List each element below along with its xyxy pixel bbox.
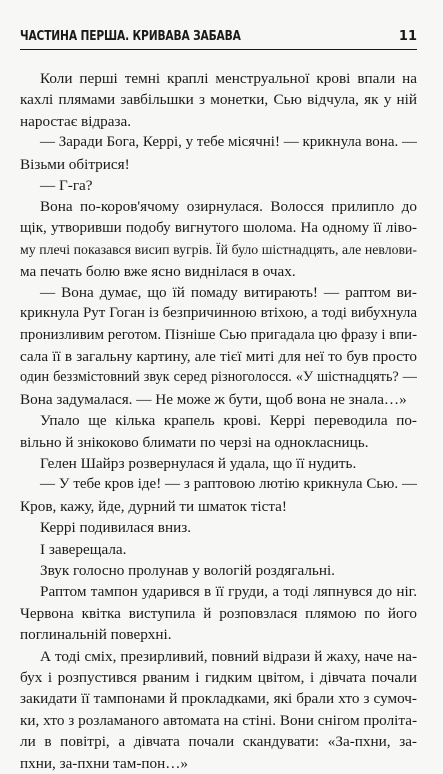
text-line: Звук голосно пролунав у вологій роздягальні. xyxy=(40,561,335,579)
text-line: — Вона думає, що їй помаду витирають! — раптом ви- xyxy=(40,283,417,301)
text-line: бух і розпустився рваним і гидким цвітом, і дівчата почали xyxy=(20,668,417,686)
text-line: ма печать болю вже ясно виднілася в очах. xyxy=(20,262,296,280)
text-line: пхни, за-пхни там-пон…» xyxy=(20,754,189,772)
text-line: пронизливим реготом. Пізніше Сью пригадала цю фразу і впи- xyxy=(20,326,417,343)
text-line: крикнула Рут Гоган із безпричинною втіхою, а тоді вибухнула xyxy=(20,305,417,322)
text-line: ли в повітрі, а дівчата почали скандувати: «За-пхни, за- xyxy=(20,733,417,751)
text-line: вільно й знікоково блимати по черзі на однокласниць. xyxy=(20,433,369,451)
text-line: поглинальній поверхні. xyxy=(20,626,172,644)
text-line: Раптом тампон ударився в її груди, а тоді ляпнувся до ніг. xyxy=(40,583,417,601)
text-line: — Г-га? xyxy=(40,176,93,194)
text-line: Вона задумалася. — Не може ж бути, щоб вона не знала…» xyxy=(20,390,407,408)
running-header xyxy=(20,29,417,50)
text-line: Керрі подивилася вниз. xyxy=(40,519,191,537)
text-line: щік, утворивши подобу вигнутого шолома. На одному її ліво- xyxy=(20,219,417,236)
text-line: Гелен Шайрз розвернулася й удала, що її нудить. xyxy=(40,455,357,473)
text-line: кахлі плямами завбільшки з монетки, Сью відчула, як у ній xyxy=(20,91,417,109)
text-line: Кров, кажу, йде, дурний ти шматок тіста! xyxy=(20,497,287,515)
running-title: ЧАСТИНА ПЕРША. КРИВАВА ЗАБАВА xyxy=(20,29,241,44)
text-line: Вона по-коров'ячому озирнулася. Волосся прилипло до xyxy=(40,198,417,216)
text-line: Візьми обітрися! xyxy=(20,155,130,173)
text-line: А тоді сміх, презирливий, повний відрази й жаху, наче на- xyxy=(40,647,417,665)
page-number: 11 xyxy=(398,29,417,44)
text-line: ки, хто з розламаного автомата на стіні. Вони снігом проліта- xyxy=(20,711,417,729)
text-line: І заверещала. xyxy=(40,540,127,558)
text-line: Червона квітка виступила й розповзлася плямою по його xyxy=(20,604,417,622)
text-line: Упало ще кілька крапель крові. Керрі переводила по- xyxy=(40,412,417,430)
text-line: один беззмістовний звук серед різноголосся. «У шістнадцять? — xyxy=(20,369,417,386)
text-line: закидати її тампонами й прокладками, які брали хто з сумоч- xyxy=(20,690,417,708)
text-line: Коли перші темні краплі менструальної крові впали на xyxy=(40,70,417,87)
text-line: — У тебе кров іде! — з раптовою лютію крикнула Сью. — xyxy=(40,476,417,493)
text-line: му плечі показався висип вугрів. Їй було шістнадцять, але невлови- xyxy=(20,242,417,258)
body-text xyxy=(20,68,417,774)
text-line: — Заради Бога, Керрі, у тебе місячні! — крикнула вона. — xyxy=(40,134,417,151)
text-line: сала її в загальну картину, але тієї миті для неї то був просто xyxy=(20,348,417,366)
text-line: наростає відраза. xyxy=(20,112,132,130)
